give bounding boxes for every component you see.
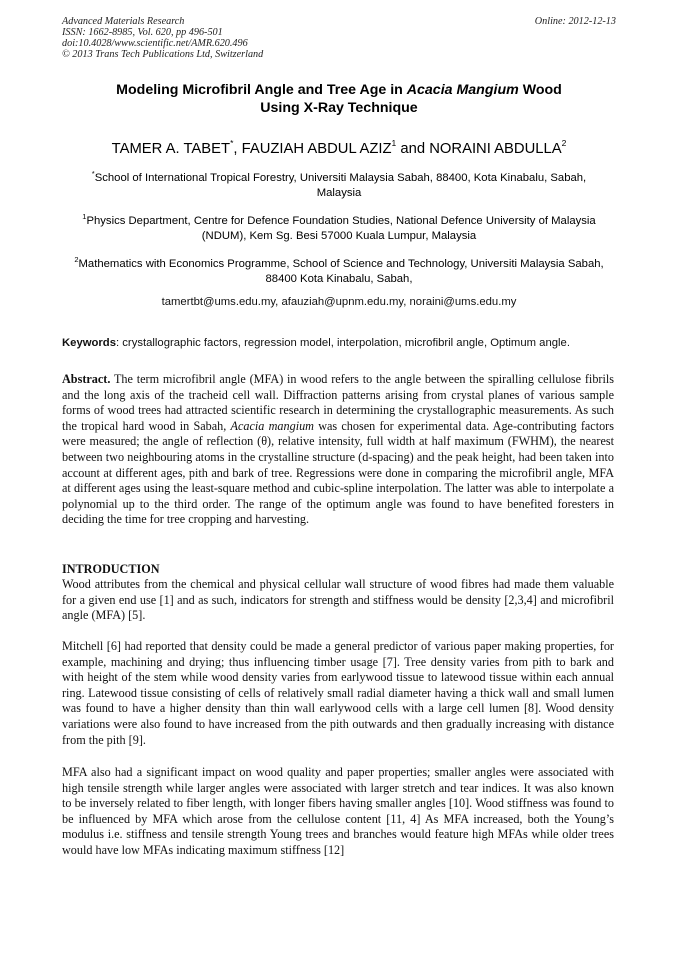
intro-paragraph-1: Wood attributes from the chemical and physical cellular wall structure of wood fibres had made them valuable for a given end use [1] and as such, indicators for strength and stiffness would be density [2,3,4] and microfibril angle (MFA) [5]. — [62, 577, 614, 623]
author-1: TAMER A. TABET — [111, 140, 231, 157]
author-2-mark: 1 — [391, 138, 397, 148]
affiliation-1-text: Physics Department, Centre for Defence Foundation Studies, National Defence University of Malaysia (NDUM), Kem Sg. Besi 57000 Kuala Lumpur, Malaysia — [86, 214, 596, 243]
intro-paragraph-2: Mitchell [6] had reported that density could be made a general predictor of various paper making properties, for example, machining and drying; thus influencing timber usage [7]. Tree density varies from pith to bark and with height of the stem while wood density varies from earlywood tissue to latewood tissue within each annual ring. Latewood tissue consisting of cells of relatively small radial diameter having a thick wall and small lumen was found to have a higher density than thin wall earlywood cells with a large cell lumen [8]. Wood density variations were also found to have increased from the pith outwards and then gradually increasing with distance from the pith [9]. — [62, 639, 614, 747]
affiliation-2 — [62, 252, 616, 288]
affiliation-0-text: School of International Tropical Forestry, Universiti Malaysia Sabah, 88400, Kota Kinabalu, Sabah, Malaysia — [94, 171, 587, 200]
introduction-heading: INTRODUCTION — [62, 562, 160, 576]
intro-paragraph-3: MFA also had a significant impact on wood quality and paper properties; smaller angles were associated with high tensile strength while larger angles were associated with larger stretch and tear indices. It was also known to be inversely related to fiber length, with longer fibers having smaller angles [10]. Wood stiffness was found to be influenced by MFA which arose from the cellulose content [11, 4] As MFA increased, both the Young’s modulus i.e. stiffness and tensile strength Young trees and branches would feature high MFAs while older trees would have low MFAs indicating maximum stiffness [12] — [62, 765, 614, 857]
journal-issn: ISSN: 1662-8985, Vol. 620, pp 496-501 — [62, 27, 223, 38]
author-list — [62, 135, 616, 158]
affiliation-1-mark: 1 — [82, 212, 87, 221]
affiliation-0-mark: * — [91, 169, 95, 178]
paper-title — [62, 82, 616, 117]
title-species: Acacia Mangium — [406, 82, 519, 98]
affiliation-2-text: Mathematics with Economics Programme, School of Science and Technology, Universiti Malaysia Sabah, 88400 Kota Kinabalu, Sabah, — [78, 257, 604, 286]
journal-doi: doi:10.4028/www.scientific.net/AMR.620.496 — [62, 38, 248, 49]
keywords-text: : crystallographic factors, regression model, interpolation, microfibril angle, Optimum angle. — [116, 337, 570, 349]
author-3-mark: 2 — [561, 138, 567, 148]
journal-header — [62, 16, 616, 60]
author-2: FAUZIAH ABDUL AZIZ — [241, 140, 392, 157]
author-emails: tamertbt@ums.edu.my, afauziah@upnm.edu.my, noraini@ums.edu.my — [161, 296, 517, 308]
online-date: Online: 2012-12-13 — [534, 16, 616, 27]
keywords-label: Keywords — [62, 337, 116, 349]
abstract-label: Abstract. — [62, 372, 111, 386]
affiliation-0 — [80, 166, 598, 202]
title-part2: Wood — [518, 82, 562, 98]
author-sep-2: and — [396, 140, 430, 157]
abstract-text-2: was chosen for experimental data. Age-contributing factors were measured; the angle of reflection (θ), relative intensity, full width at half maximum (FWHM), the nearest between two neighbouring atoms in the crystalline structure (d-spacing) and the peak height, had been taken into account at different ages, pith and bark of tree. Regressions were done in comparing the microfibril angle, MFA at different ages using the least-square method and cubic-spline interpolation. The latter was able to interpolate a polynomial up to the third order. The range of the optimum angle was found to have benefited foresters in deciding the time for tree cropping and harvesting. — [62, 418, 614, 527]
title-part1: Modeling Microfibril Angle and Tree Age in — [116, 82, 407, 98]
affiliation-2-mark: 2 — [74, 255, 79, 264]
author-sep-1: , — [233, 140, 242, 157]
abstract — [62, 372, 614, 528]
journal-copyright: © 2013 Trans Tech Publications Ltd, Switzerland — [62, 49, 264, 60]
abstract-text-1: The term microfibril angle (MFA) in wood refers to the angle between the spiralling cellulose fibrils and the long axis of the tracheid cell wall. Diffraction patterns arising from crystal planes of various sample forms of wood trees had attracted scientific research in determining the crystallographic measurements. As such the tropical hard wood in Sabah, — [62, 372, 614, 433]
author-1-mark: * — [230, 138, 234, 148]
journal-name: Advanced Materials Research — [62, 16, 185, 27]
keywords — [62, 336, 614, 352]
affiliation-1 — [72, 209, 606, 245]
author-3: NORAINI ABDULLA — [429, 140, 562, 157]
title-line2: Using X-Ray Technique — [260, 99, 418, 116]
abstract-species: Acacia mangium — [230, 418, 314, 433]
